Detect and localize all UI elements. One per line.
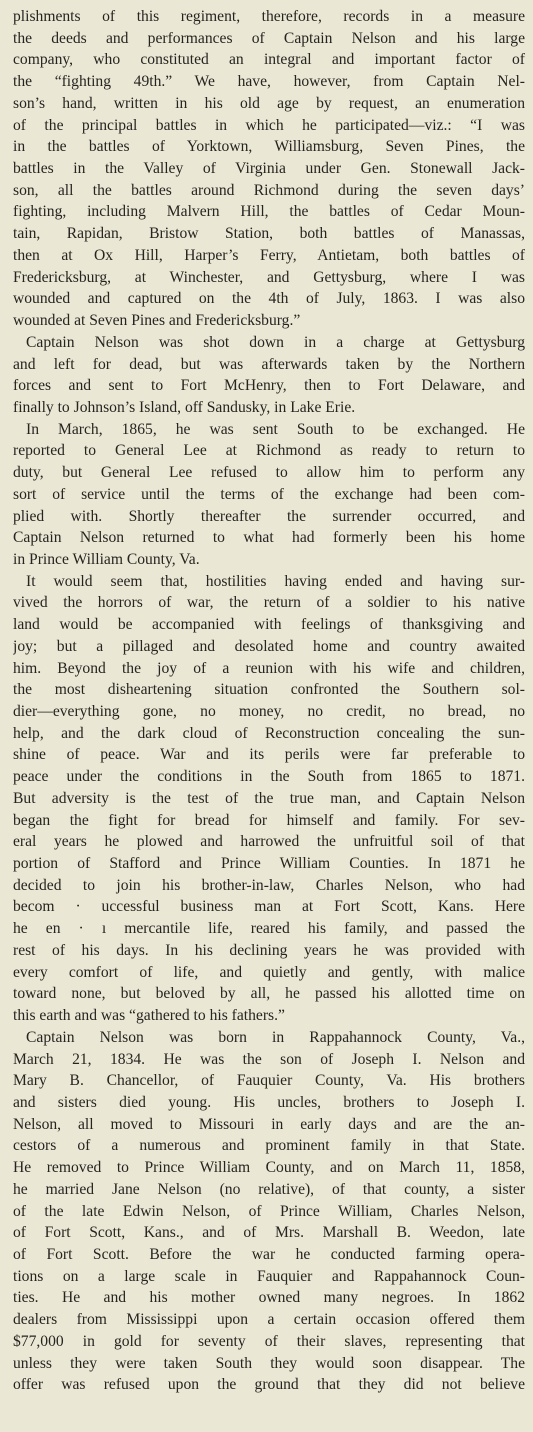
- paragraph: [13, 332, 525, 419]
- text-line: joy; but a pillaged and desolated home and country awaited: [13, 637, 525, 655]
- text-line: tain, Rapidan, Bristow Station, both battles of Manassas,: [13, 225, 525, 243]
- text-line: plied with. Shortly thereafter the surrender occurred, and: [13, 507, 525, 525]
- text-line: in the battles of Yorktown, Williamsburg, Seven Pines, the: [13, 138, 525, 156]
- text-line: reported to General Lee at Richmond as ready to return to: [13, 442, 525, 460]
- text-line: In March, 1865, he was sent South to be exchanged. He: [26, 420, 525, 438]
- text-line: help, and the dark cloud of Reconstruction concealing the sun-: [13, 724, 525, 742]
- text-line: in Prince William County, Va.: [13, 550, 200, 568]
- paragraph: [13, 571, 525, 1027]
- text-line: son, all the battles around Richmond during the seven days’: [13, 181, 525, 199]
- text-line: rest of his days. In his declining years he was provided with: [13, 941, 525, 959]
- text-line: becom · uccessful business man at Fort Scott, Kans. Here: [13, 898, 525, 916]
- text-line: and sisters died young. His uncles, brothers to Joseph I.: [13, 1093, 525, 1111]
- text-line: cestors of a numerous and prominent family in that State.: [13, 1137, 525, 1155]
- text-line: began the fight for bread for himself and family. For sev-: [13, 811, 525, 829]
- text-line: But adversity is the test of the true man, and Captain Nelson: [13, 789, 525, 807]
- paragraph: [13, 6, 525, 332]
- text-line: the deeds and performances of Captain Nelson and his large: [13, 29, 525, 47]
- text-line: dier—everything gone, no money, no credit, no bread, no: [13, 703, 525, 720]
- text-line: sort of service until the terms of the exchange had been com-: [13, 485, 525, 503]
- text-line: peace under the conditions in the South from 1865 to 1871.: [13, 768, 525, 786]
- text-line: Nelson, all moved to Missouri in early days and are the an-: [13, 1115, 525, 1133]
- text-line: he en · ı mercantile life, reared his family, and passed the: [13, 920, 525, 938]
- text-line: wounded and captured on the 4th of July, 1863. I was also: [13, 290, 525, 308]
- text-line: of the late Edwin Nelson, of Prince William, Charles Nelson,: [13, 1202, 525, 1220]
- text-line: son’s hand, written in his old age by request, an enumeration: [13, 94, 525, 112]
- text-line: Captain Nelson was shot down in a charge at Gettysburg: [26, 333, 525, 351]
- text-line: then at Ox Hill, Harper’s Ferry, Antietam, both battles of: [13, 246, 525, 264]
- text-line: battles in the Valley of Virginia under Gen. Stonewall Jack-: [13, 160, 525, 178]
- text-line: dealers from Mississippi upon a certain occasion offered them: [13, 1311, 525, 1329]
- text-line: plishments of this regiment, therefore, records in a measure: [13, 8, 525, 25]
- text-line: this earth and was “gathered to his fathers.”: [13, 1007, 285, 1025]
- text-line: eral years he plowed and harrowed the unfruitful soil of that: [13, 833, 525, 851]
- text-line: tions on a large scale in Fauquier and Rappahannock Coun-: [13, 1267, 525, 1285]
- text-line: of Fort Scott, Kans., and of Mrs. Marshall B. Weedon, late: [13, 1224, 525, 1242]
- text-line: and left for dead, but was afterwards taken by the Northern: [13, 355, 525, 373]
- text-line: Captain Nelson returned to what had formerly been his home: [13, 529, 525, 547]
- text-line: vived the horrors of war, the return of a soldier to his native: [13, 594, 525, 612]
- text-line: every comfort of life, and quietly and gently, with malice: [13, 963, 525, 981]
- text-line: him. Beyond the joy of a reunion with his wife and children,: [13, 659, 525, 677]
- text-line: the most disheartening situation confronted the Southern sol-: [13, 681, 525, 699]
- text-line: shine of peace. War and its perils were far preferable to: [13, 746, 525, 764]
- text-line: portion of Stafford and Prince William Counties. In 1871 he: [13, 855, 525, 873]
- text-line: ties. He and his mother owned many negroes. In 1862: [13, 1289, 525, 1307]
- text-line: $77,000 in gold for seventy of their slaves, representing that: [13, 1332, 525, 1350]
- text-line: fighting, including Malvern Hill, the battles of Cedar Moun-: [13, 203, 525, 221]
- text-line: offer was refused upon the ground that they did not believe: [13, 1376, 525, 1394]
- text-line: finally to Johnson’s Island, off Sandusky, in Lake Erie.: [13, 398, 356, 416]
- text-line: toward none, but beloved by all, he passed his allotted time on: [13, 985, 525, 1003]
- text-line: wounded at Seven Pines and Fredericksburg.”: [13, 312, 301, 330]
- text-line: company, who constituted an integral and important factor of: [13, 51, 525, 69]
- text-line: he married Jane Nelson (no relative), of that county, a sister: [13, 1180, 525, 1198]
- text-line: of Fort Scott. Before the war he conducted farming opera-: [13, 1245, 525, 1263]
- text-line: Mary B. Chancellor, of Fauquier County, Va. His brothers: [13, 1072, 525, 1090]
- text-line: the “fighting 49th.” We have, however, from Captain Nel-: [13, 73, 525, 91]
- text-line: He removed to Prince William County, and on March 11, 1858,: [13, 1159, 525, 1177]
- text-line: Captain Nelson was born in Rappahannock County, Va.,: [26, 1028, 525, 1046]
- text-line: of the principal battles in which he participated—viz.: “I was: [13, 116, 525, 134]
- text-line: duty, but General Lee refused to allow him to perform any: [13, 464, 525, 482]
- text-line: March 21, 1834. He was the son of Joseph I. Nelson and: [13, 1050, 525, 1068]
- text-line: decided to join his brother-in-law, Charles Nelson, who had: [13, 876, 525, 894]
- text-line: forces and sent to Fort McHenry, then to Fort Delaware, and: [13, 377, 525, 395]
- text-line: It would seem that, hostilities having ended and having sur-: [26, 572, 525, 590]
- page-text: [13, 6, 525, 1396]
- text-line: unless they were taken South they would soon disappear. The: [13, 1354, 525, 1372]
- paragraph: [13, 1027, 525, 1396]
- paragraph: [13, 419, 525, 571]
- text-line: land would be accompanied with feelings of thanksgiving and: [13, 616, 525, 634]
- text-line: Fredericksburg, at Winchester, and Gettysburg, where I was: [13, 268, 525, 286]
